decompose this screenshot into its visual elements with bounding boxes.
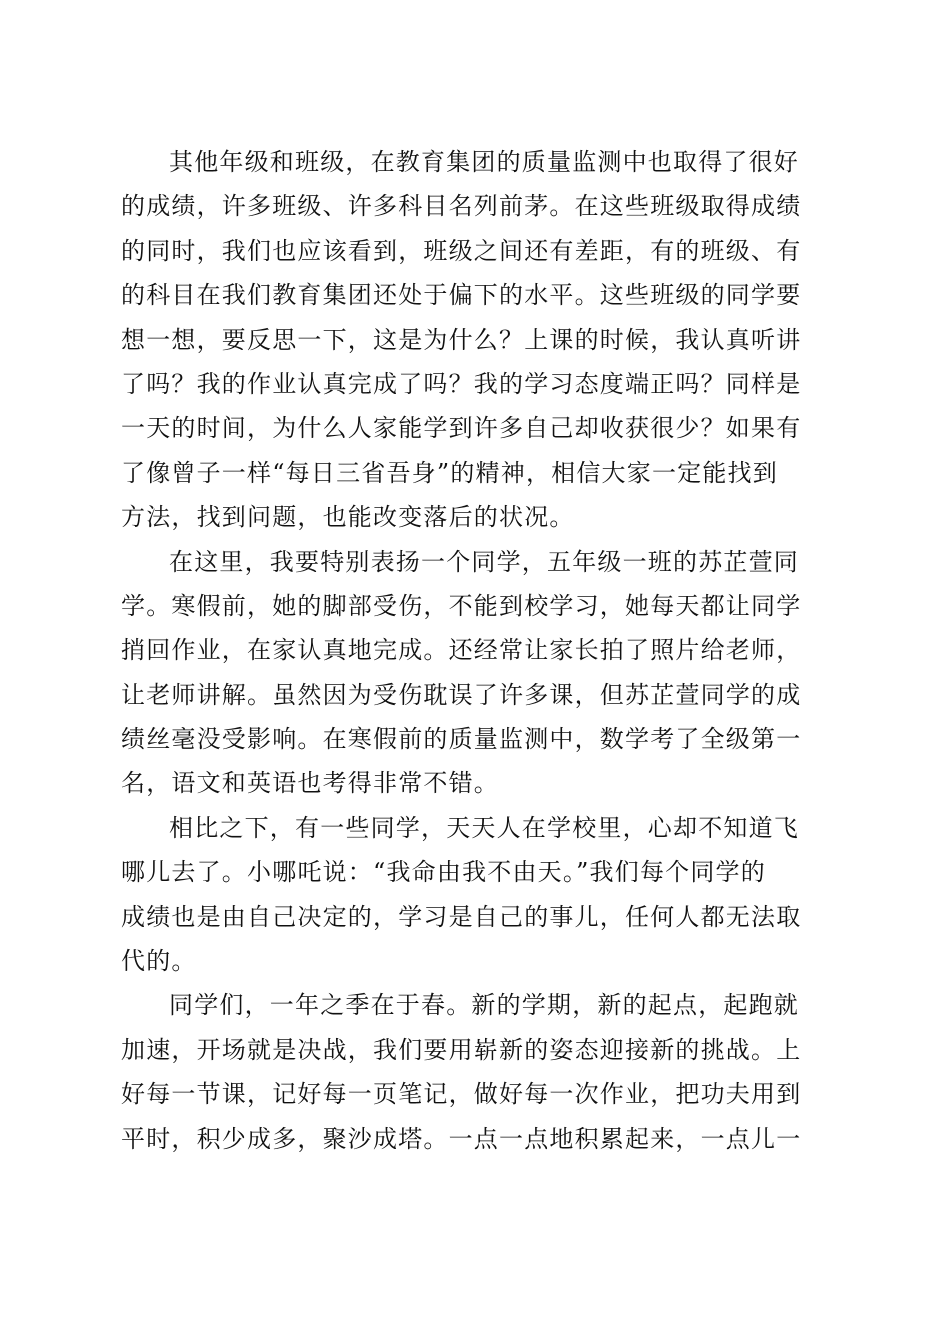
document-body	[121, 140, 827, 1161]
text-line: 的科目在我们教育集团还处于偏下的水平。这些班级的同学要	[121, 281, 802, 310]
text-line: 同学们，一年之季在于春。新的学期，新的起点，起跑就	[169, 991, 799, 1020]
text-line: 的同时，我们也应该看到，班级之间还有差距，有的班级、有	[121, 236, 802, 265]
text-line: 让老师讲解。虽然因为受伤耽误了许多课，但苏芷萱同学的成	[121, 680, 802, 709]
text-line: 一天的时间，为什么人家能学到许多自己却收获很少？如果有	[121, 414, 802, 443]
paragraph-2	[121, 540, 827, 806]
paragraph-1	[121, 140, 827, 540]
text-line: 相比之下，有一些同学，天天人在学校里，心却不知道飞	[169, 813, 799, 842]
text-line: 了吗？我的作业认真完成了吗？我的学习态度端正吗？同样是	[121, 369, 802, 398]
text-line: 代的。	[121, 947, 197, 976]
text-line: 捎回作业，在家认真地完成。还经常让家长拍了照片给老师，	[121, 636, 802, 665]
text-line: 其他年级和班级，在教育集团的质量监测中也取得了很好	[169, 148, 799, 176]
text-line: 了像曾子一样“每日三省吾身”的精神，相信大家一定能找到	[121, 458, 778, 487]
text-line: 想一想，要反思一下，这是为什么？上课的时候，我认真听讲	[121, 325, 802, 354]
text-line: 绩丝毫没受影响。在寒假前的质量监测中，数学考了全级第一	[121, 725, 802, 754]
text-line: 平时，积少成多，聚沙成塔。一点一点地积累起来，一点儿一	[121, 1124, 802, 1153]
paragraph-3	[121, 806, 827, 984]
text-line: 学。寒假前，她的脚部受伤，不能到校学习，她每天都让同学	[121, 591, 802, 620]
text-line: 名，语文和英语也考得非常不错。	[121, 769, 499, 798]
text-line: 好每一节课，记好每一页笔记，做好每一次作业，把功夫用到	[121, 1080, 802, 1109]
text-line: 在这里，我要特别表扬一个同学，五年级一班的苏芷萱同	[169, 547, 799, 576]
text-line: 加速，开场就是决战，我们要用崭新的姿态迎接新的挑战。上	[121, 1035, 802, 1064]
text-line: 哪儿去了。小哪吒说：“我命由我不由天。”我们每个同学的	[121, 858, 766, 887]
text-line: 的成绩，许多班级、许多科目名列前茅。在这些班级取得成绩	[121, 192, 802, 221]
text-line: 成绩也是由自己决定的，学习是自己的事儿，任何人都无法取	[121, 902, 802, 931]
paragraph-4	[121, 983, 827, 1161]
text-line: 方法，找到问题，也能改变落后的状况。	[121, 503, 575, 532]
